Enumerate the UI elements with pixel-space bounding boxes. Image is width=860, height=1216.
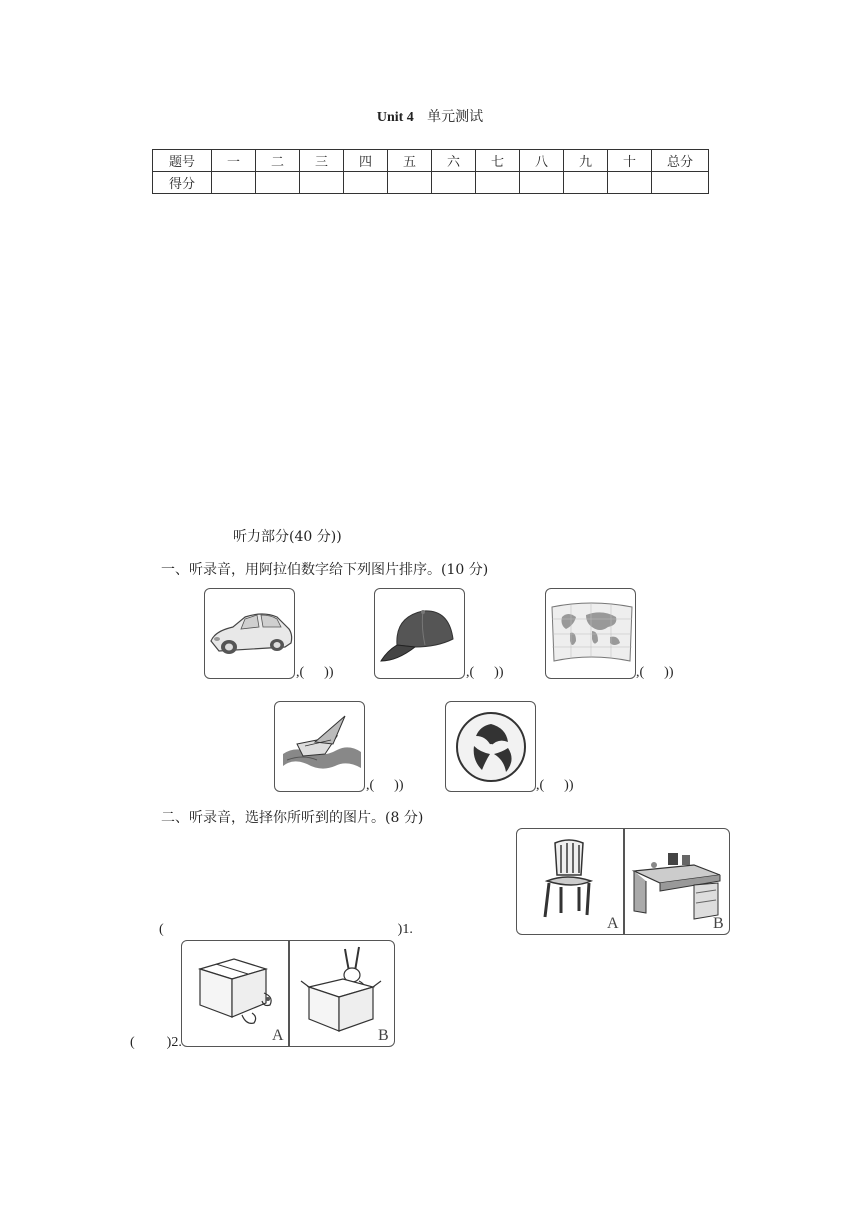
score-header-cell: 九 bbox=[564, 150, 608, 172]
world-map-icon bbox=[546, 589, 636, 679]
score-header-cell: 七 bbox=[476, 150, 520, 172]
score-input-cell[interactable] bbox=[344, 172, 388, 194]
score-row-label: 得分 bbox=[153, 172, 212, 194]
cap-picture bbox=[374, 588, 465, 679]
score-input-cell[interactable] bbox=[300, 172, 344, 194]
score-input-cell[interactable] bbox=[388, 172, 432, 194]
score-header-cell: 五 bbox=[388, 150, 432, 172]
score-input-cell[interactable] bbox=[256, 172, 300, 194]
score-table bbox=[152, 149, 709, 194]
score-header-cell: 一 bbox=[212, 150, 256, 172]
score-header-cell: 六 bbox=[432, 150, 476, 172]
q1-label-a: A bbox=[607, 915, 619, 932]
q2-picture-pair bbox=[181, 940, 395, 1047]
answer-blank-3[interactable]: ,( )) bbox=[636, 665, 674, 680]
score-input-cell[interactable] bbox=[432, 172, 476, 194]
part1-instruction: 一、听录音，用阿拉伯数字给下列图片排序。(10 分) bbox=[161, 562, 489, 578]
title-unit: Unit 4 bbox=[376, 110, 414, 125]
q1-picture-pair bbox=[516, 828, 730, 935]
car-picture bbox=[204, 588, 295, 679]
page-title bbox=[0, 106, 860, 126]
car-icon bbox=[205, 589, 295, 679]
paper-boat-picture bbox=[274, 701, 365, 792]
score-header-cell: 二 bbox=[256, 150, 300, 172]
q2-label-b: B bbox=[378, 1027, 389, 1044]
answer-blank-4[interactable]: ,( )) bbox=[366, 778, 404, 793]
score-header-cell: 四 bbox=[344, 150, 388, 172]
answer-blank-5[interactable]: ,( )) bbox=[536, 778, 574, 793]
paper-boat-icon bbox=[275, 702, 365, 792]
score-header-cell: 三 bbox=[300, 150, 344, 172]
score-header-cell: 题号 bbox=[153, 150, 212, 172]
world-map-picture bbox=[545, 588, 636, 679]
score-table-header-row bbox=[153, 150, 709, 172]
football-picture bbox=[445, 701, 536, 792]
q1-label-b: B bbox=[713, 915, 724, 932]
score-input-cell[interactable] bbox=[608, 172, 652, 194]
score-header-cell: 总分 bbox=[652, 150, 709, 172]
q1-answer-blank[interactable]: ( )1. bbox=[159, 922, 413, 937]
part2-instruction: 二、听录音，选择你所听到的图片。(8 分) bbox=[161, 810, 424, 826]
answer-blank-2[interactable]: ,( )) bbox=[466, 665, 504, 680]
score-input-cell[interactable] bbox=[520, 172, 564, 194]
q2-label-a: A bbox=[272, 1027, 284, 1044]
score-input-cell[interactable] bbox=[212, 172, 256, 194]
score-input-cell[interactable] bbox=[476, 172, 520, 194]
title-cn: 单元测试 bbox=[427, 109, 484, 125]
score-table-score-row bbox=[153, 172, 709, 194]
score-input-cell[interactable] bbox=[564, 172, 608, 194]
answer-blank-1[interactable]: ,( )) bbox=[296, 665, 334, 680]
football-icon bbox=[446, 702, 536, 792]
q2-answer-blank[interactable]: ( )2. bbox=[130, 1035, 182, 1050]
score-header-cell: 十 bbox=[608, 150, 652, 172]
listening-section-title: 听力部分(40 分)) bbox=[233, 529, 342, 545]
cap-icon bbox=[375, 589, 465, 679]
score-input-cell[interactable] bbox=[652, 172, 709, 194]
score-header-cell: 八 bbox=[520, 150, 564, 172]
